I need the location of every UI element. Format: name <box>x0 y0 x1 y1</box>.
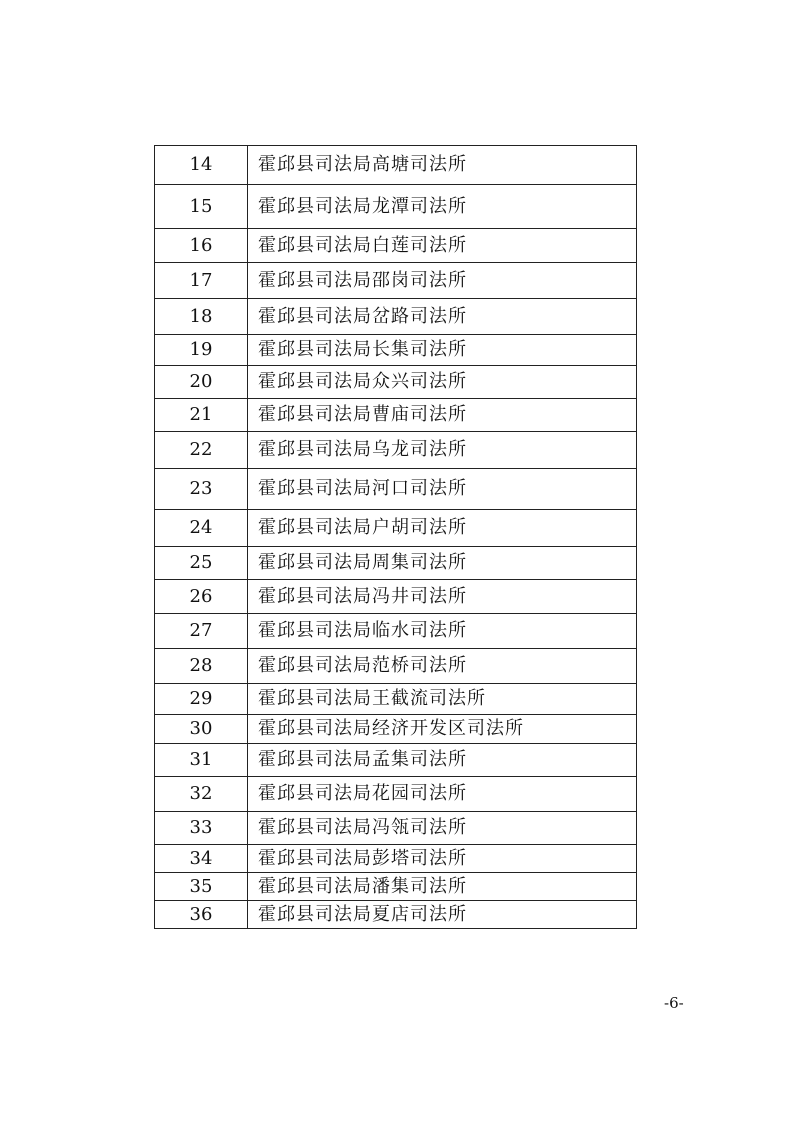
office-name-cell: 霍邱县司法局曹庙司法所 <box>248 399 637 432</box>
table-row <box>155 263 637 299</box>
table-row <box>155 185 637 229</box>
table-row <box>155 715 637 744</box>
office-name-cell: 霍邱县司法局夏店司法所 <box>248 901 637 929</box>
row-number-cell: 23 <box>155 469 248 510</box>
table-row <box>155 614 637 649</box>
row-number-cell: 34 <box>155 845 248 873</box>
table-row <box>155 229 637 263</box>
table-row <box>155 684 637 715</box>
office-name-cell: 霍邱县司法局冯井司法所 <box>248 580 637 614</box>
row-number-cell: 28 <box>155 649 248 684</box>
page-number: -6- <box>664 994 684 1012</box>
office-name-cell: 霍邱县司法局范桥司法所 <box>248 649 637 684</box>
row-number-cell: 20 <box>155 366 248 399</box>
office-name-cell: 霍邱县司法局户胡司法所 <box>248 510 637 547</box>
office-name-cell: 霍邱县司法局白莲司法所 <box>248 229 637 263</box>
row-number-cell: 32 <box>155 777 248 812</box>
office-name-cell: 霍邱县司法局龙潭司法所 <box>248 185 637 229</box>
table-row <box>155 580 637 614</box>
table-row <box>155 399 637 432</box>
table-row <box>155 510 637 547</box>
judicial-office-table <box>154 145 637 929</box>
table-row <box>155 432 637 469</box>
table-row <box>155 649 637 684</box>
office-name-cell: 霍邱县司法局临水司法所 <box>248 614 637 649</box>
office-name-cell: 霍邱县司法局孟集司法所 <box>248 744 637 777</box>
table-row <box>155 901 637 929</box>
row-number-cell: 16 <box>155 229 248 263</box>
office-name-cell: 霍邱县司法局冯瓴司法所 <box>248 812 637 845</box>
office-name-cell: 霍邱县司法局潘集司法所 <box>248 873 637 901</box>
table-row <box>155 366 637 399</box>
row-number-cell: 31 <box>155 744 248 777</box>
office-name-cell: 霍邱县司法局王截流司法所 <box>248 684 637 715</box>
table-row <box>155 845 637 873</box>
row-number-cell: 30 <box>155 715 248 744</box>
table-row <box>155 777 637 812</box>
table-row <box>155 335 637 366</box>
office-name-cell: 霍邱县司法局河口司法所 <box>248 469 637 510</box>
office-name-cell: 霍邱县司法局长集司法所 <box>248 335 637 366</box>
table-row <box>155 469 637 510</box>
table-body <box>155 146 637 929</box>
row-number-cell: 24 <box>155 510 248 547</box>
row-number-cell: 19 <box>155 335 248 366</box>
row-number-cell: 27 <box>155 614 248 649</box>
office-name-cell: 霍邱县司法局经济开发区司法所 <box>248 715 637 744</box>
office-name-cell: 霍邱县司法局众兴司法所 <box>248 366 637 399</box>
office-name-cell: 霍邱县司法局岔路司法所 <box>248 299 637 335</box>
table-row <box>155 547 637 580</box>
row-number-cell: 15 <box>155 185 248 229</box>
office-name-cell: 霍邱县司法局花园司法所 <box>248 777 637 812</box>
office-name-cell: 霍邱县司法局邵岗司法所 <box>248 263 637 299</box>
office-name-cell: 霍邱县司法局乌龙司法所 <box>248 432 637 469</box>
row-number-cell: 33 <box>155 812 248 845</box>
office-name-cell: 霍邱县司法局周集司法所 <box>248 547 637 580</box>
table-row <box>155 812 637 845</box>
office-name-cell: 霍邱县司法局彭塔司法所 <box>248 845 637 873</box>
row-number-cell: 14 <box>155 146 248 185</box>
row-number-cell: 17 <box>155 263 248 299</box>
row-number-cell: 36 <box>155 901 248 929</box>
row-number-cell: 25 <box>155 547 248 580</box>
office-list-table-container <box>154 145 637 929</box>
row-number-cell: 21 <box>155 399 248 432</box>
row-number-cell: 35 <box>155 873 248 901</box>
table-row <box>155 873 637 901</box>
office-name-cell: 霍邱县司法局高塘司法所 <box>248 146 637 185</box>
row-number-cell: 26 <box>155 580 248 614</box>
row-number-cell: 18 <box>155 299 248 335</box>
table-row <box>155 146 637 185</box>
row-number-cell: 22 <box>155 432 248 469</box>
table-row <box>155 299 637 335</box>
table-row <box>155 744 637 777</box>
row-number-cell: 29 <box>155 684 248 715</box>
